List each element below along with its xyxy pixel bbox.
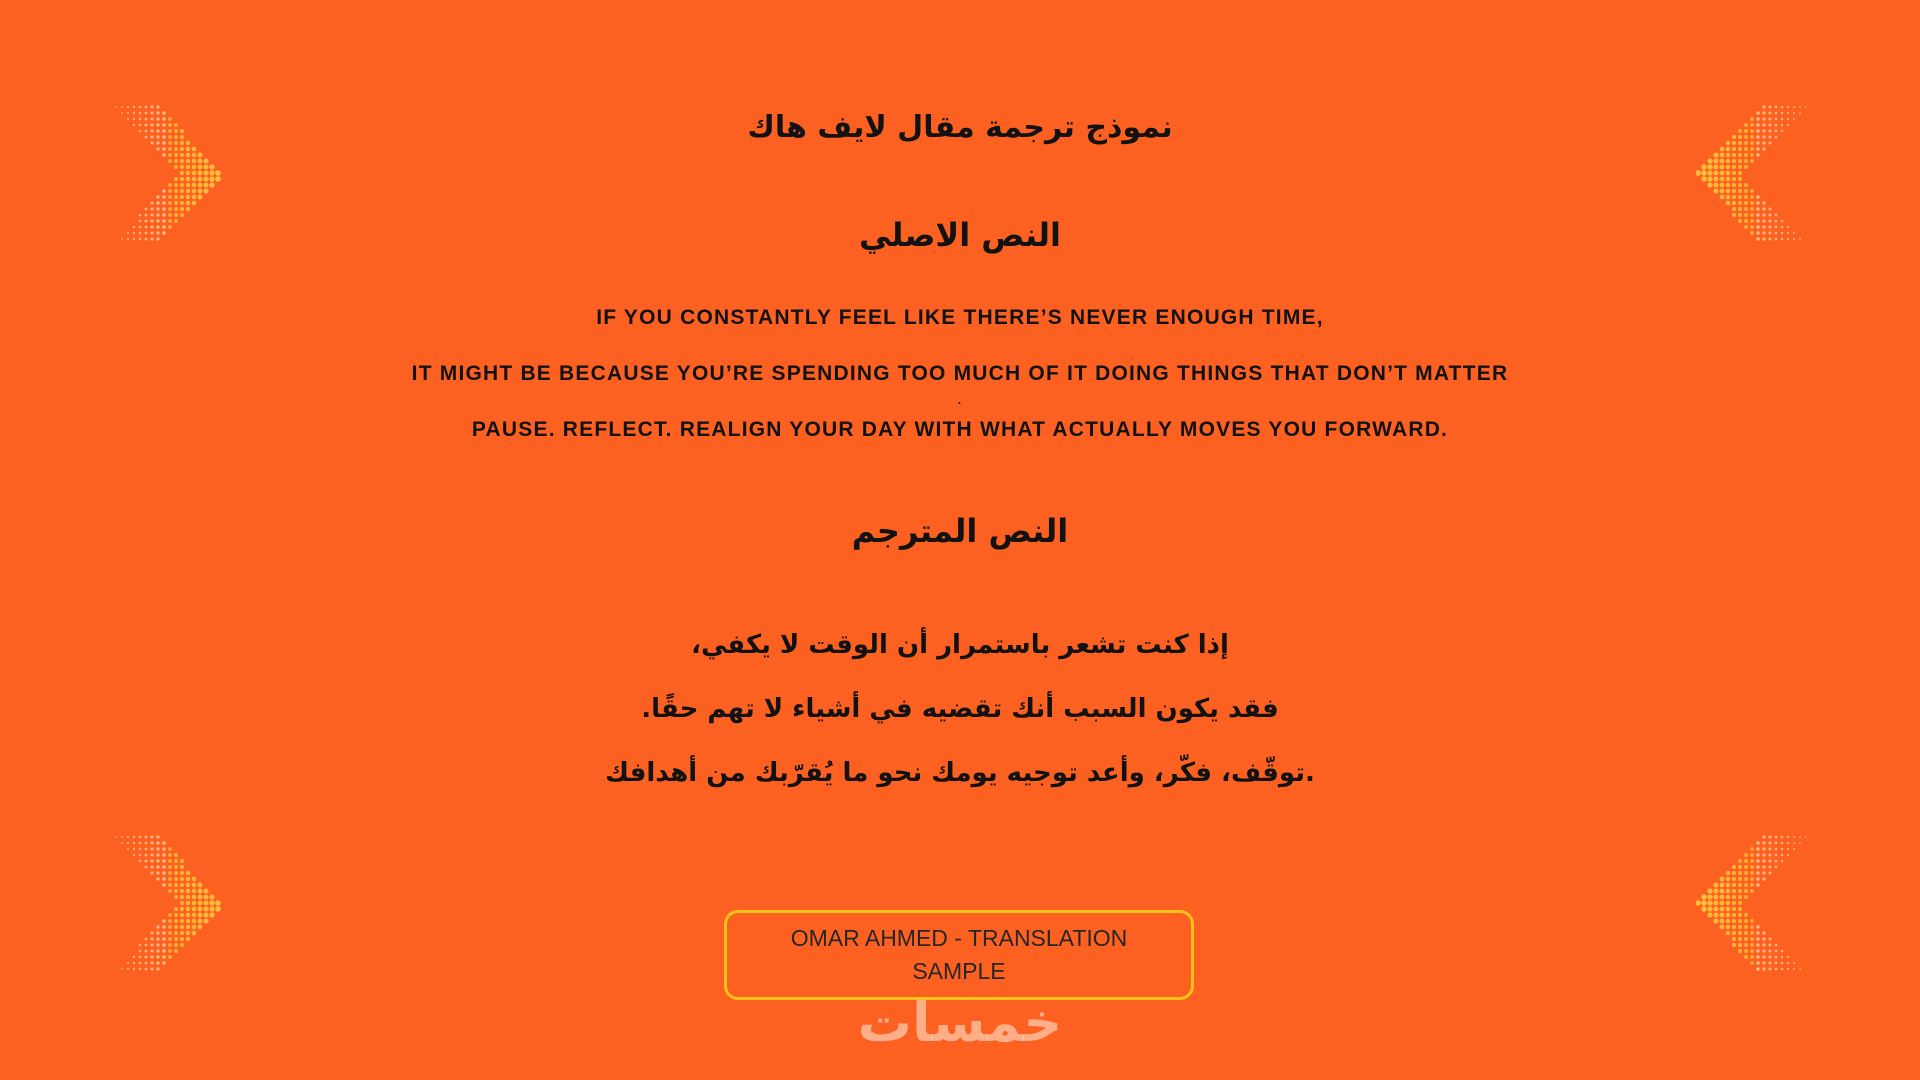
original-text-heading: النص الاصلي — [859, 216, 1061, 254]
dotted-chevron-right-icon — [108, 835, 224, 975]
original-text-line: IT MIGHT BE BECAUSE YOU’RE SPENDING TOO MUCH OF IT DOING THINGS THAT DON’T MATTER — [411, 362, 1509, 385]
translated-text-heading: النص المترجم — [851, 512, 1069, 550]
watermark-logo: خمسات — [857, 991, 1063, 1054]
credit-box — [724, 910, 1194, 1000]
credit-label: OMAR AHMED - TRANSLATION SAMPLE — [790, 925, 1128, 984]
dotted-chevron-left-icon — [1696, 835, 1812, 975]
translated-text-line: إذا كنت تشعر باستمرار أن الوقت لا يكفي، — [691, 630, 1229, 660]
original-text-line: IF YOU CONSTANTLY FEEL LIKE THERE’S NEVER ENOUGH TIME, — [596, 306, 1324, 329]
translated-text-line: فقد يكون السبب أنك تقضيه في أشياء لا تهم حقًا. — [641, 694, 1279, 724]
translated-text-line: .توقّف، فكّر، وأعد توجيه يومك نحو ما يُقرّبك من أهدافك — [605, 758, 1315, 788]
original-text-line: PAUSE. REFLECT. REALIGN YOUR DAY WITH WHAT ACTUALLY MOVES YOU FORWARD. — [471, 418, 1449, 441]
original-text-line: . — [957, 393, 963, 407]
page-title: نموذج ترجمة مقال لايف هاك — [747, 110, 1173, 145]
